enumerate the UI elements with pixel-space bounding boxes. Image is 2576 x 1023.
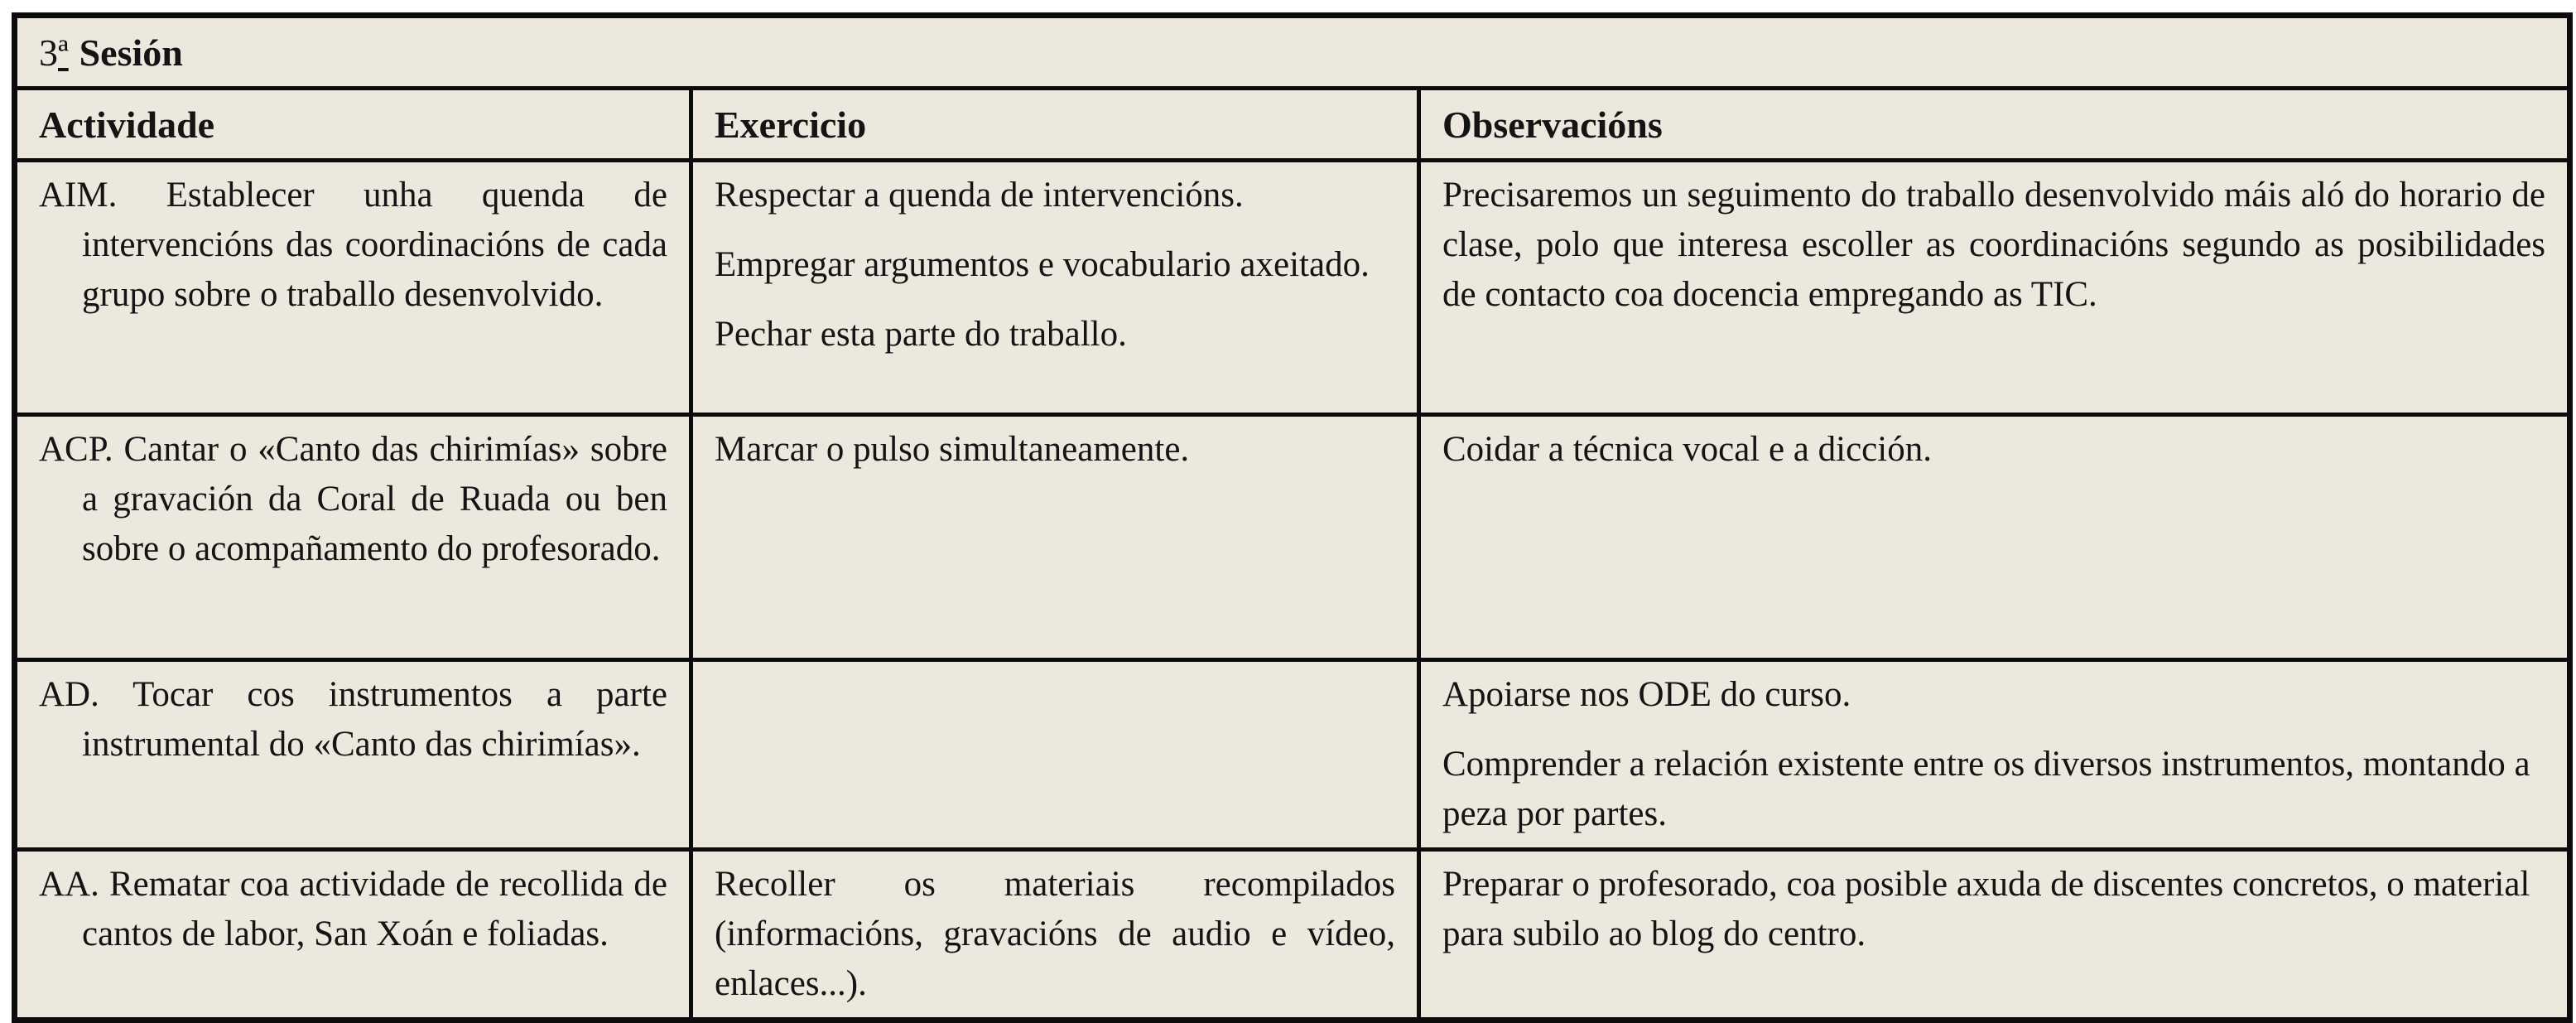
paragraph: Recoller os materiais recompilados (informacións, gravacións de audio e vídeo, enlaces...).	[715, 865, 1395, 1003]
cell-exercicio-row3	[691, 660, 1419, 850]
paragraph: Comprender a relación existente entre os diversos instrumentos, montando a peza por partes.	[1442, 745, 2530, 833]
table-row-2	[15, 415, 2570, 660]
cell-actividade-row3	[15, 660, 691, 850]
session-number: 3	[39, 31, 58, 74]
column-header-observacions: Observacións	[1419, 89, 2570, 161]
cell-observacions-row1	[1419, 161, 2570, 415]
column-header-actividade: Actividade	[15, 89, 691, 161]
table-row-4	[15, 850, 2570, 1021]
paragraph: Apoiarse nos ODE do curso.	[1442, 675, 1851, 714]
cell-actividade-row4	[15, 850, 691, 1021]
paragraph: AIM. Establecer unha quenda de intervencións das coordinacións de cada grupo sobre o traballo desenvolvido.	[39, 176, 667, 314]
column-header-exercicio: Exercicio	[691, 89, 1419, 161]
paragraph: Precisaremos un seguimento do traballo desenvolvido máis aló do horario de clase, polo que interesa escoller as coordinacións segundo as posibilidades de contacto coa docencia empregando as TIC.	[1442, 176, 2546, 314]
paragraph: Marcar o pulso simultaneamente.	[715, 430, 1190, 469]
session-title	[15, 16, 2570, 89]
cell-exercicio-row2	[691, 415, 1419, 660]
paragraph: AD. Tocar cos instrumentos a parte instrumental do «Canto das chirimías».	[39, 675, 667, 764]
paragraph: AA. Rematar coa actividade de recollida de cantos de labor, San Xoán e foliadas.	[39, 865, 667, 953]
ordinal-indicator: ª	[58, 31, 69, 74]
cell-observacions-row4	[1419, 850, 2570, 1021]
paragraph: Empregar argumentos e vocabulario axeitado.	[715, 245, 1370, 284]
header-row	[15, 89, 2570, 161]
paragraph: Coidar a técnica vocal e a dicción.	[1442, 430, 1932, 469]
cell-actividade-row2	[15, 415, 691, 660]
paragraph: Pechar esta parte do traballo.	[715, 315, 1127, 354]
paragraph: ACP. Cantar o «Canto das chirimías» sobre a gravación da Coral de Ruada ou ben sobre o acompañamento do profesorado.	[39, 430, 667, 568]
session-table	[12, 12, 2573, 1023]
cell-exercicio-row4	[691, 850, 1419, 1021]
cell-exercicio-row1	[691, 161, 1419, 415]
cell-observacions-row3	[1419, 660, 2570, 850]
title-row	[15, 16, 2570, 89]
table-row-3	[15, 660, 2570, 850]
paragraph: Preparar o profesorado, coa posible axuda de discentes concretos, o material para subilo ao blog do centro.	[1442, 865, 2530, 953]
cell-actividade-row1	[15, 161, 691, 415]
table-row-1	[15, 161, 2570, 415]
session-label: Sesión	[79, 31, 183, 74]
cell-observacions-row2	[1419, 415, 2570, 660]
paragraph: Respectar a quenda de intervencións.	[715, 176, 1244, 215]
document-page	[12, 12, 2567, 1023]
